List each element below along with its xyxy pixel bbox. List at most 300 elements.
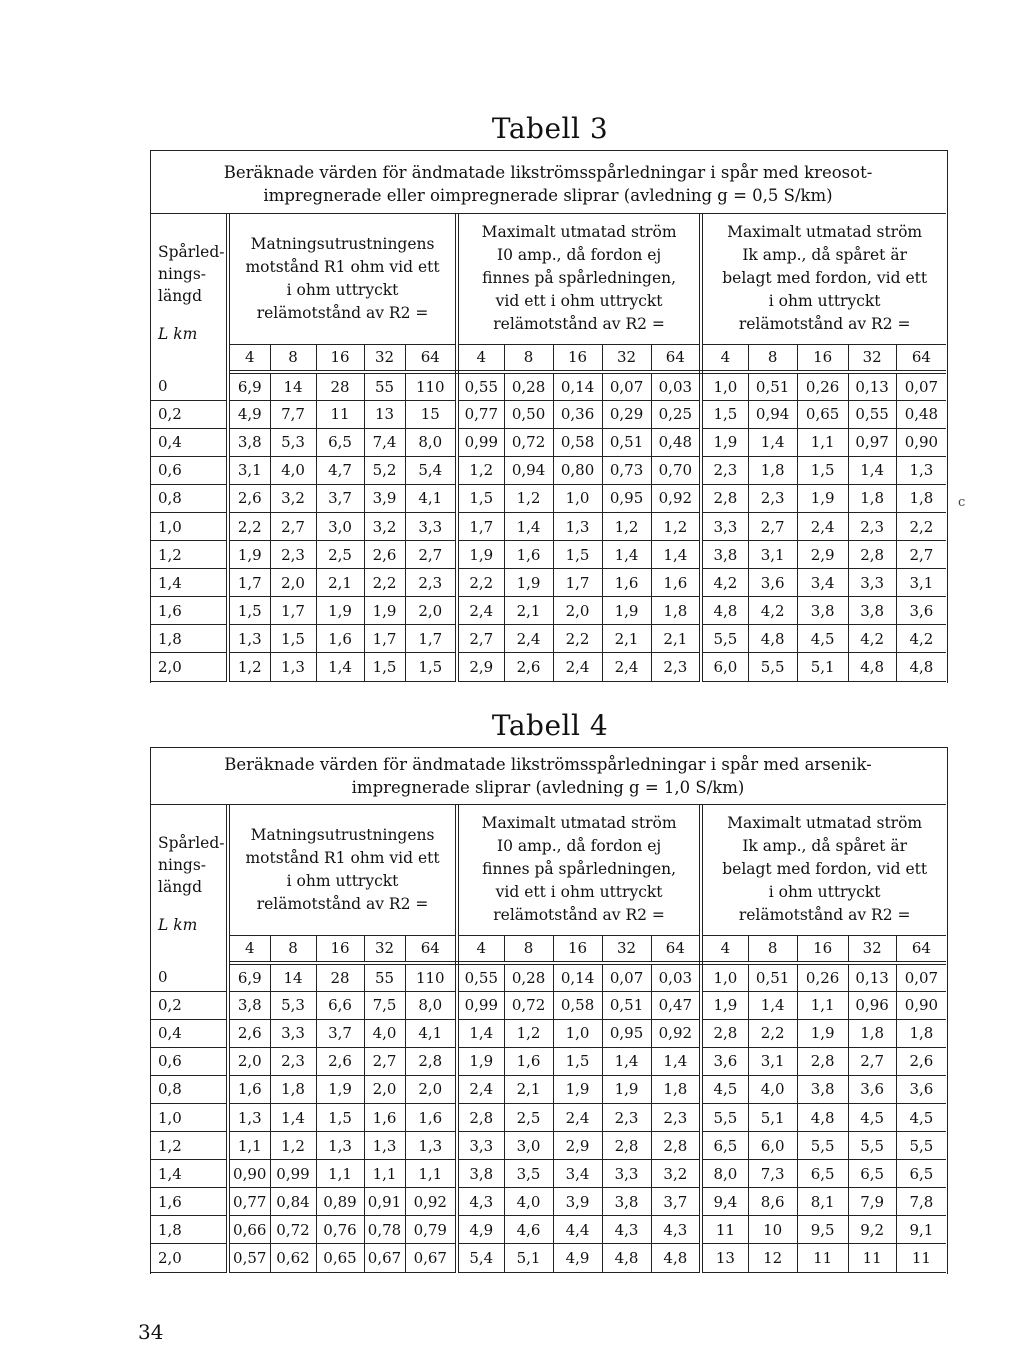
ik-cell: 1,0 xyxy=(701,963,748,991)
i0-cell: 1,9 xyxy=(602,597,651,625)
i0-cell: 0,28 xyxy=(504,372,553,400)
length-cell: 0 xyxy=(150,372,228,400)
i0-cell: 0,72 xyxy=(504,428,553,456)
i0-cell: 1,2 xyxy=(504,1019,553,1047)
r2-value-header: 8 xyxy=(504,935,553,963)
r1-cell: 14 xyxy=(270,372,316,400)
ik-cell: 0,26 xyxy=(797,963,848,991)
r1-cell: 8,0 xyxy=(405,428,457,456)
r1-cell: 1,6 xyxy=(405,1103,457,1131)
r1-cell: 4,7 xyxy=(316,456,364,484)
i0-cell: 2,7 xyxy=(457,625,504,653)
ik-cell: 4,0 xyxy=(748,1075,797,1103)
i0-cell: 1,5 xyxy=(553,541,602,569)
r1-cell: 14 xyxy=(270,963,316,991)
i0-cell: 1,9 xyxy=(504,569,553,597)
i0-cell: 0,99 xyxy=(457,428,504,456)
r1-cell: 2,6 xyxy=(316,1047,364,1075)
i0-cell: 0,14 xyxy=(553,372,602,400)
r1-cell: 0,67 xyxy=(364,1244,405,1272)
ik-cell: 6,5 xyxy=(701,1132,748,1160)
ik-cell: 1,1 xyxy=(797,991,848,1019)
length-cell: 0,2 xyxy=(150,400,228,428)
i0-cell: 2,4 xyxy=(553,653,602,681)
i0-cell: 1,2 xyxy=(504,484,553,512)
ik-cell: 0,94 xyxy=(748,400,797,428)
ik-cell: 11 xyxy=(797,1244,848,1272)
table-row xyxy=(150,372,946,400)
r1-cell: 0,67 xyxy=(405,1244,457,1272)
i0-cell: 2,1 xyxy=(504,1075,553,1103)
ik-cell: 7,9 xyxy=(848,1188,896,1216)
r1-cell: 1,6 xyxy=(316,625,364,653)
i0-cell: 2,2 xyxy=(457,569,504,597)
ik-cell: 1,9 xyxy=(797,484,848,512)
r1-cell: 0,89 xyxy=(316,1188,364,1216)
r2-value-header: 4 xyxy=(457,935,504,963)
r1-cell: 1,3 xyxy=(364,1132,405,1160)
ik-cell: 11 xyxy=(701,1216,748,1244)
i0-cell: 2,8 xyxy=(457,1103,504,1131)
ik-cell: 0,07 xyxy=(896,372,946,400)
r2-value-header: 16 xyxy=(797,935,848,963)
i0-cell: 1,9 xyxy=(457,1047,504,1075)
column-header-r1: Matningsutrustningens motstånd R1 ohm vid ett i ohm uttryckt relämotstånd av R2 = xyxy=(228,214,457,344)
i0-cell: 4,3 xyxy=(651,1216,701,1244)
r1-cell: 1,5 xyxy=(316,1103,364,1131)
i0-cell: 1,6 xyxy=(504,1047,553,1075)
i0-cell: 5,1 xyxy=(504,1244,553,1272)
column-header-length: Spårled- nings- längd L km xyxy=(150,214,228,372)
r1-cell: 1,3 xyxy=(316,1132,364,1160)
r1-cell: 4,1 xyxy=(405,1019,457,1047)
ik-cell: 9,5 xyxy=(797,1216,848,1244)
r1-cell: 2,6 xyxy=(228,1019,270,1047)
i0-cell: 2,1 xyxy=(651,625,701,653)
i0-cell: 2,3 xyxy=(651,653,701,681)
ik-cell: 1,5 xyxy=(701,400,748,428)
r2-value-header: 8 xyxy=(270,344,316,372)
ik-cell: 3,1 xyxy=(748,1047,797,1075)
table-row xyxy=(150,653,946,681)
r1-cell: 0,57 xyxy=(228,1244,270,1272)
r1-cell: 2,0 xyxy=(364,1075,405,1103)
ik-cell: 3,3 xyxy=(848,569,896,597)
r1-cell: 5,2 xyxy=(364,456,405,484)
table-row xyxy=(150,456,946,484)
ik-cell: 1,4 xyxy=(848,456,896,484)
column-header-i0: Maximalt utmatad ström I0 amp., då fordon ej finnes på spårledningen, vid ett i ohm uttryckt relämotstånd av R2 = xyxy=(457,214,701,344)
ik-cell: 3,1 xyxy=(896,569,946,597)
ik-cell: 4,2 xyxy=(701,569,748,597)
i0-cell: 1,2 xyxy=(457,456,504,484)
table-caption: Tabell 3 xyxy=(491,112,609,145)
i0-cell: 5,4 xyxy=(457,1244,504,1272)
r2-value-header: 16 xyxy=(316,344,364,372)
i0-cell: 1,8 xyxy=(651,1075,701,1103)
i0-cell: 1,4 xyxy=(651,541,701,569)
r1-cell: 3,2 xyxy=(364,512,405,540)
r1-cell: 7,7 xyxy=(270,400,316,428)
ik-cell: 1,8 xyxy=(896,484,946,512)
length-cell: 1,8 xyxy=(150,625,228,653)
r1-cell: 1,6 xyxy=(364,1103,405,1131)
ik-cell: 3,8 xyxy=(848,597,896,625)
r1-cell: 0,84 xyxy=(270,1188,316,1216)
i0-cell: 2,4 xyxy=(553,1103,602,1131)
r1-cell: 1,5 xyxy=(228,597,270,625)
i0-cell: 4,8 xyxy=(602,1244,651,1272)
r1-cell: 3,1 xyxy=(228,456,270,484)
r1-cell: 3,9 xyxy=(364,484,405,512)
i0-cell: 0,55 xyxy=(457,963,504,991)
length-cell: 0,8 xyxy=(150,1075,228,1103)
i0-cell: 3,0 xyxy=(504,1132,553,1160)
r1-cell: 3,0 xyxy=(316,512,364,540)
i0-cell: 0,47 xyxy=(651,991,701,1019)
r1-cell: 0,91 xyxy=(364,1188,405,1216)
r1-cell: 1,5 xyxy=(405,653,457,681)
ik-cell: 4,5 xyxy=(701,1075,748,1103)
ik-cell: 4,5 xyxy=(896,1103,946,1131)
r2-value-header: 32 xyxy=(602,344,651,372)
ik-cell: 4,8 xyxy=(896,653,946,681)
length-cell: 0,4 xyxy=(150,428,228,456)
r2-value-header: 32 xyxy=(364,935,405,963)
table-row xyxy=(150,428,946,456)
i0-cell: 4,0 xyxy=(504,1188,553,1216)
r1-cell: 1,9 xyxy=(228,541,270,569)
i0-cell: 0,07 xyxy=(602,963,651,991)
i0-cell: 1,4 xyxy=(504,512,553,540)
ik-cell: 8,1 xyxy=(797,1188,848,1216)
i0-cell: 2,3 xyxy=(651,1103,701,1131)
ik-cell: 2,7 xyxy=(748,512,797,540)
r1-cell: 0,66 xyxy=(228,1216,270,1244)
i0-cell: 2,1 xyxy=(602,625,651,653)
r2-value-header: 16 xyxy=(553,344,602,372)
i0-cell: 0,51 xyxy=(602,428,651,456)
r2-value-header: 64 xyxy=(896,935,946,963)
r1-cell: 6,9 xyxy=(228,963,270,991)
ik-cell: 4,8 xyxy=(848,653,896,681)
ik-cell: 1,4 xyxy=(748,991,797,1019)
ik-cell: 3,4 xyxy=(797,569,848,597)
i0-cell: 4,9 xyxy=(553,1244,602,1272)
ik-cell: 1,8 xyxy=(896,1019,946,1047)
ik-cell: 1,9 xyxy=(701,428,748,456)
r1-cell: 1,7 xyxy=(228,569,270,597)
i0-cell: 1,7 xyxy=(457,512,504,540)
length-cell: 0,6 xyxy=(150,1047,228,1075)
column-header-i0: Maximalt utmatad ström I0 amp., då fordon ej finnes på spårledningen, vid ett i ohm uttryckt relämotstånd av R2 = xyxy=(457,805,701,935)
ik-cell: 0,97 xyxy=(848,428,896,456)
r1-cell: 2,3 xyxy=(270,1047,316,1075)
i0-cell: 0,03 xyxy=(651,963,701,991)
length-cell: 1,6 xyxy=(150,597,228,625)
r1-cell: 1,1 xyxy=(316,1160,364,1188)
i0-cell: 1,5 xyxy=(553,1047,602,1075)
length-cell: 0,8 xyxy=(150,484,228,512)
r1-cell: 3,7 xyxy=(316,484,364,512)
r1-cell: 2,7 xyxy=(405,541,457,569)
r1-cell: 4,0 xyxy=(364,1019,405,1047)
table-row xyxy=(150,1132,946,1160)
r1-cell: 3,7 xyxy=(316,1019,364,1047)
r1-cell: 15 xyxy=(405,400,457,428)
i0-cell: 4,9 xyxy=(457,1216,504,1244)
i0-cell: 1,4 xyxy=(602,541,651,569)
table-description: Beräknade värden för ändmatade likströmsspårledningar i spår med kreosot- impregnerade eller oimpregnerade sliprar (avledning g = 0,5 S/km) xyxy=(223,163,873,205)
i0-cell: 4,8 xyxy=(651,1244,701,1272)
ik-cell: 2,9 xyxy=(797,541,848,569)
r1-cell: 0,72 xyxy=(270,1216,316,1244)
table-row xyxy=(150,991,946,1019)
column-header-ik: Maximalt utmatad ström Ik amp., då spåret är belagt med fordon, vid ett i ohm uttryckt relämotstånd av R2 = xyxy=(722,223,928,334)
ik-cell: 9,4 xyxy=(701,1188,748,1216)
ik-cell: 3,8 xyxy=(701,541,748,569)
r1-cell: 3,2 xyxy=(270,484,316,512)
ik-cell: 5,5 xyxy=(896,1132,946,1160)
ik-cell: 13 xyxy=(701,1244,748,1272)
i0-cell: 1,0 xyxy=(553,1019,602,1047)
i0-cell: 1,8 xyxy=(651,597,701,625)
ik-cell: 2,3 xyxy=(848,512,896,540)
i0-cell: 0,95 xyxy=(602,1019,651,1047)
table-row xyxy=(150,1160,946,1188)
r1-cell: 1,8 xyxy=(270,1075,316,1103)
r1-cell: 110 xyxy=(405,963,457,991)
column-header-ik: Maximalt utmatad ström Ik amp., då spåret är belagt med fordon, vid ett i ohm uttryckt relämotstånd av R2 = xyxy=(722,814,928,925)
r2-value-header: 32 xyxy=(602,935,651,963)
ik-cell: 2,8 xyxy=(848,541,896,569)
r1-cell: 7,4 xyxy=(364,428,405,456)
table-row xyxy=(150,1103,946,1131)
r1-cell: 8,0 xyxy=(405,991,457,1019)
ik-cell: 5,5 xyxy=(748,653,797,681)
ik-cell: 1,8 xyxy=(748,456,797,484)
i0-cell: 1,9 xyxy=(457,541,504,569)
r1-cell: 3,3 xyxy=(270,1019,316,1047)
table-row xyxy=(150,512,946,540)
i0-cell: 1,0 xyxy=(553,484,602,512)
ik-cell: 5,1 xyxy=(797,653,848,681)
i0-cell: 2,4 xyxy=(457,1075,504,1103)
i0-cell: 0,28 xyxy=(504,963,553,991)
r2-value-header: 8 xyxy=(270,935,316,963)
i0-cell: 0,51 xyxy=(602,991,651,1019)
r2-value-header: 64 xyxy=(896,344,946,372)
ik-cell: 2,7 xyxy=(848,1047,896,1075)
i0-cell: 0,07 xyxy=(602,372,651,400)
r1-cell: 4,9 xyxy=(228,400,270,428)
i0-cell: 1,9 xyxy=(602,1075,651,1103)
r1-cell: 5,3 xyxy=(270,991,316,1019)
r1-cell: 2,2 xyxy=(364,569,405,597)
i0-cell: 1,4 xyxy=(602,1047,651,1075)
ik-cell: 0,13 xyxy=(848,963,896,991)
column-header-length: Spårled- nings- längd L km xyxy=(150,805,228,963)
ik-cell: 4,5 xyxy=(797,625,848,653)
length-cell: 0 xyxy=(150,963,228,991)
ik-cell: 3,6 xyxy=(748,569,797,597)
ik-cell: 3,6 xyxy=(896,1075,946,1103)
table-row xyxy=(150,569,946,597)
r1-cell: 2,7 xyxy=(364,1047,405,1075)
table-row xyxy=(150,625,946,653)
i0-cell: 0,72 xyxy=(504,991,553,1019)
i0-cell: 3,8 xyxy=(457,1160,504,1188)
ik-cell: 3,3 xyxy=(701,512,748,540)
r1-cell: 28 xyxy=(316,963,364,991)
ik-cell: 0,07 xyxy=(896,963,946,991)
i0-cell: 1,9 xyxy=(553,1075,602,1103)
i0-cell: 0,95 xyxy=(602,484,651,512)
r1-cell: 1,7 xyxy=(405,625,457,653)
i0-cell: 4,4 xyxy=(553,1216,602,1244)
ik-cell: 4,8 xyxy=(748,625,797,653)
table-row xyxy=(150,1188,946,1216)
r1-cell: 1,9 xyxy=(316,597,364,625)
ik-cell: 9,2 xyxy=(848,1216,896,1244)
i0-cell: 0,36 xyxy=(553,400,602,428)
table-row xyxy=(150,597,946,625)
i0-cell: 0,03 xyxy=(651,372,701,400)
r1-cell: 1,3 xyxy=(228,1103,270,1131)
r1-cell: 2,6 xyxy=(228,484,270,512)
length-cell: 0,6 xyxy=(150,456,228,484)
i0-cell: 0,50 xyxy=(504,400,553,428)
r1-cell: 1,4 xyxy=(316,653,364,681)
r1-cell: 1,3 xyxy=(228,625,270,653)
r2-value-header: 4 xyxy=(228,344,270,372)
ik-cell: 8,0 xyxy=(701,1160,748,1188)
r1-cell: 4,0 xyxy=(270,456,316,484)
i0-cell: 2,9 xyxy=(457,653,504,681)
i0-cell: 2,4 xyxy=(457,597,504,625)
r2-value-header: 64 xyxy=(405,344,457,372)
ik-cell: 2,3 xyxy=(748,484,797,512)
table-row xyxy=(150,484,946,512)
i0-cell: 2,4 xyxy=(504,625,553,653)
r1-cell: 1,4 xyxy=(270,1103,316,1131)
i0-cell: 4,6 xyxy=(504,1216,553,1244)
ik-cell: 4,2 xyxy=(896,625,946,653)
ik-cell: 3,6 xyxy=(701,1047,748,1075)
r1-cell: 1,2 xyxy=(228,653,270,681)
i0-cell: 0,80 xyxy=(553,456,602,484)
ik-cell: 1,0 xyxy=(701,372,748,400)
ik-cell: 0,96 xyxy=(848,991,896,1019)
r2-value-header: 16 xyxy=(553,935,602,963)
table-row xyxy=(150,1216,946,1244)
r2-value-header: 8 xyxy=(748,344,797,372)
ik-cell: 6,0 xyxy=(701,653,748,681)
r1-cell: 55 xyxy=(364,372,405,400)
i0-cell: 2,6 xyxy=(504,653,553,681)
r2-value-header: 32 xyxy=(364,344,405,372)
i0-cell: 0,70 xyxy=(651,456,701,484)
i0-cell: 1,6 xyxy=(504,541,553,569)
r1-cell: 2,6 xyxy=(364,541,405,569)
ik-cell: 6,5 xyxy=(797,1160,848,1188)
length-cell: 1,2 xyxy=(150,541,228,569)
table-body xyxy=(150,372,946,681)
ik-cell: 1,9 xyxy=(701,991,748,1019)
column-header-r1: Matningsutrustningens motstånd R1 ohm vid ett i ohm uttryckt relämotstånd av R2 = xyxy=(228,805,457,935)
length-cell: 1,4 xyxy=(150,1160,228,1188)
r1-cell: 5,4 xyxy=(405,456,457,484)
r1-cell: 2,2 xyxy=(228,512,270,540)
ik-cell: 5,5 xyxy=(797,1132,848,1160)
r1-cell: 28 xyxy=(316,372,364,400)
r1-cell: 0,76 xyxy=(316,1216,364,1244)
i0-cell: 3,4 xyxy=(553,1160,602,1188)
ik-cell: 1,5 xyxy=(797,456,848,484)
r1-cell: 5,3 xyxy=(270,428,316,456)
page-number: 34 xyxy=(138,1320,164,1344)
r2-value-header: 32 xyxy=(848,344,896,372)
r2-value-header: 4 xyxy=(701,344,748,372)
r1-cell: 2,0 xyxy=(405,1075,457,1103)
r1-cell: 1,2 xyxy=(270,1132,316,1160)
ik-cell: 0,65 xyxy=(797,400,848,428)
ik-cell: 6,5 xyxy=(848,1160,896,1188)
i0-cell: 1,7 xyxy=(553,569,602,597)
i0-cell: 3,7 xyxy=(651,1188,701,1216)
length-cell: 1,0 xyxy=(150,512,228,540)
ik-cell: 2,7 xyxy=(896,541,946,569)
r1-cell: 3,8 xyxy=(228,991,270,1019)
ik-cell: 3,8 xyxy=(797,1075,848,1103)
table-row xyxy=(150,963,946,991)
i0-cell: 2,9 xyxy=(553,1132,602,1160)
ik-cell: 8,6 xyxy=(748,1188,797,1216)
i0-cell: 2,8 xyxy=(602,1132,651,1160)
r1-cell: 0,65 xyxy=(316,1244,364,1272)
table-body xyxy=(150,963,946,1272)
ik-cell: 3,8 xyxy=(797,597,848,625)
r1-cell: 2,0 xyxy=(228,1047,270,1075)
ik-cell: 7,3 xyxy=(748,1160,797,1188)
ik-cell: 4,5 xyxy=(848,1103,896,1131)
r1-cell: 1,5 xyxy=(270,625,316,653)
r1-cell: 2,0 xyxy=(405,597,457,625)
ik-cell: 1,4 xyxy=(748,428,797,456)
ik-cell: 1,3 xyxy=(896,456,946,484)
r1-cell: 2,3 xyxy=(270,541,316,569)
ik-cell: 2,3 xyxy=(701,456,748,484)
i0-cell: 1,4 xyxy=(651,1047,701,1075)
r1-cell: 1,7 xyxy=(364,625,405,653)
i0-cell: 1,2 xyxy=(602,512,651,540)
ik-cell: 4,8 xyxy=(797,1103,848,1131)
ik-cell: 6,5 xyxy=(896,1160,946,1188)
i0-cell: 2,4 xyxy=(602,653,651,681)
r2-value-header: 16 xyxy=(316,935,364,963)
ik-cell: 4,2 xyxy=(748,597,797,625)
r2-header-row xyxy=(150,935,946,963)
ik-cell: 2,2 xyxy=(748,1019,797,1047)
r1-cell: 2,8 xyxy=(405,1047,457,1075)
i0-cell: 0,14 xyxy=(553,963,602,991)
r2-value-header: 8 xyxy=(504,344,553,372)
ik-cell: 11 xyxy=(896,1244,946,1272)
i0-cell: 1,5 xyxy=(457,484,504,512)
r1-cell: 0,92 xyxy=(405,1188,457,1216)
r1-cell: 6,9 xyxy=(228,372,270,400)
r1-cell: 2,0 xyxy=(270,569,316,597)
